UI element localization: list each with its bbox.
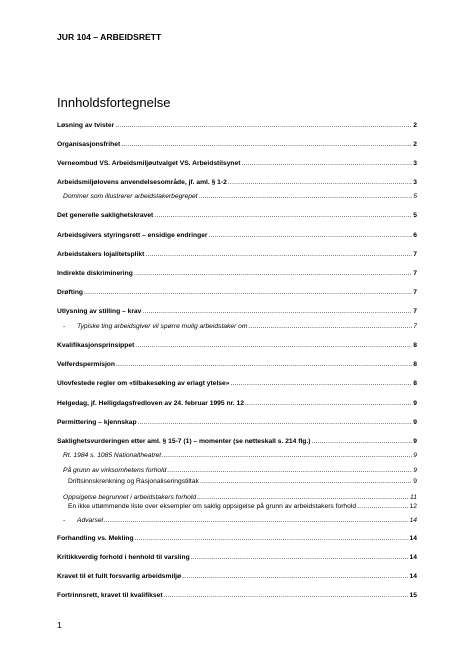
toc-dot-leader xyxy=(145,249,412,261)
toc-entry[interactable] xyxy=(57,268,417,280)
toc-entry[interactable] xyxy=(57,287,417,299)
toc-dot-leader xyxy=(230,378,412,390)
toc-title: Innholdsfortegnelse xyxy=(57,95,171,110)
toc-entry-text: Permittering – kjennskap xyxy=(57,419,137,426)
toc-entry[interactable] xyxy=(57,515,417,527)
toc-entry-label xyxy=(57,378,229,390)
toc-entry-text: Kritikkverdig forhold i henhold til varsling xyxy=(57,554,190,561)
toc-entry-text: Advarsel xyxy=(77,517,104,524)
toc-entry-label xyxy=(57,340,134,352)
toc-entry-page: 3 xyxy=(413,179,417,186)
toc-entry-page: 7 xyxy=(413,308,417,315)
toc-entry-page: 14 xyxy=(409,517,417,524)
toc-entry-text: En ikke uttømmende liste over eksempler om saklig oppsigelse på grunn av arbeidstakers forhold xyxy=(68,503,357,510)
toc-entry-text: Fortrinnsrett, kravet til kvalifikset xyxy=(57,592,163,599)
toc-entry-label xyxy=(57,249,144,261)
toc-entry[interactable] xyxy=(57,417,417,429)
toc-entry-page: 8 xyxy=(413,342,417,349)
toc-entry[interactable] xyxy=(57,158,417,170)
toc-dot-leader xyxy=(154,210,412,222)
toc-entry-text: Typiske ting arbeidsgiver vil spørre mulig arbeidstaker om xyxy=(77,323,248,330)
toc-entry-page: 9 xyxy=(413,478,417,485)
toc-dot-leader xyxy=(116,359,412,371)
toc-entry[interactable] xyxy=(57,398,417,410)
toc-entry-label xyxy=(68,476,199,488)
toc-dot-leader xyxy=(182,571,408,583)
toc-entry-page: 9 xyxy=(413,467,417,474)
toc-entry[interactable] xyxy=(57,501,417,513)
toc-dot-leader xyxy=(191,552,409,564)
toc-entry-label xyxy=(57,306,141,318)
toc-entry[interactable] xyxy=(57,177,417,189)
toc-dot-leader xyxy=(138,417,413,429)
toc-entry-text: Kravet til et fullt forsvarlig arbeidsmiljø xyxy=(57,573,182,580)
toc-entry-page: 7 xyxy=(413,251,417,258)
toc-entry-page: 9 xyxy=(413,452,417,459)
toc-entry-text: På grunn av virksomhetens forhold xyxy=(63,467,167,474)
toc-entry[interactable] xyxy=(57,321,417,333)
toc-entry[interactable] xyxy=(57,139,417,151)
toc-entry-label xyxy=(57,158,240,170)
toc-entry-text: Oppsigelse begrunnet i arbeidstakers forhold xyxy=(63,494,197,501)
toc-entry[interactable] xyxy=(57,359,417,371)
toc-entry[interactable] xyxy=(57,533,417,545)
toc-entry-label xyxy=(57,120,114,132)
toc-entry-text: Løsning av tvister xyxy=(57,122,115,129)
toc-entry[interactable] xyxy=(57,552,417,564)
toc-entry-label xyxy=(63,191,198,203)
toc-dot-leader xyxy=(245,398,412,410)
toc-entry-page: 5 xyxy=(413,212,417,219)
toc-entry[interactable] xyxy=(57,436,417,448)
toc-entry-page: 6 xyxy=(413,232,417,239)
toc-dot-leader xyxy=(241,158,412,170)
toc-dot-leader xyxy=(121,139,412,151)
toc-entry-text: Arbeidsmiljølovens anvendelsesområde, jf. aml. § 1-2 xyxy=(57,179,227,186)
toc-entry-text: Utlysning av stilling – krav xyxy=(57,308,142,315)
toc-entry-page: 7 xyxy=(413,270,417,277)
toc-entry-page: 2 xyxy=(413,122,417,129)
toc-entry-label xyxy=(57,177,227,189)
toc-entry-bullet: - xyxy=(63,517,66,524)
toc-entry-text: Verneombud VS. Arbeidsmiljøutvalget VS. Arbeidstilsynet xyxy=(57,160,241,167)
toc-entry-page: 8 xyxy=(413,361,417,368)
toc-dot-leader xyxy=(248,321,412,333)
toc-entry[interactable] xyxy=(57,191,417,203)
toc-entry-bullet: - xyxy=(63,323,66,330)
toc-entry-text: Dommer som illustrerer arbeidstakerbegrepet xyxy=(63,193,198,200)
toc-entry-page: 7 xyxy=(413,323,417,330)
toc-dot-leader xyxy=(200,476,412,488)
toc-dot-leader xyxy=(164,590,409,602)
toc-entry-page: 5 xyxy=(413,193,417,200)
toc-entry-text: Det generelle saklighetskravet xyxy=(57,212,154,219)
document-header: JUR 104 – ARBEIDSRETT xyxy=(57,32,162,42)
toc-entry-label xyxy=(63,450,161,462)
toc-entry-page: 14 xyxy=(409,573,417,580)
toc-dot-leader xyxy=(228,177,412,189)
toc-entry-page: 9 xyxy=(413,419,417,426)
toc-entry-page: 8 xyxy=(413,380,417,387)
toc-dot-leader xyxy=(104,515,409,527)
toc-entry[interactable] xyxy=(57,306,417,318)
toc-entry-page: 9 xyxy=(413,438,417,445)
toc-entry[interactable] xyxy=(57,120,417,132)
toc-entry[interactable] xyxy=(57,210,417,222)
toc-entry-label xyxy=(57,210,153,222)
toc-entry[interactable] xyxy=(57,571,417,583)
toc-entry-label xyxy=(57,230,208,242)
toc-entry-text: Saklighetsvurderingen etter aml. § 15-7 (1) – momenter (se nøtteskall s. 214 flg.) xyxy=(57,438,311,445)
toc-entry-text: Drøfting xyxy=(57,289,83,296)
toc-entry-page: 2 xyxy=(413,141,417,148)
toc-entry[interactable] xyxy=(57,230,417,242)
toc-entry[interactable] xyxy=(57,476,417,488)
toc-dot-leader xyxy=(311,436,412,448)
toc-entry-label xyxy=(57,533,134,545)
toc-entry-label xyxy=(57,359,115,371)
toc-entry[interactable] xyxy=(57,450,417,462)
toc-entry-text: Indirekte diskriminering xyxy=(57,270,133,277)
toc-entry-text: Helgedag, jf. Helligdagsfredloven av 24. februar 1995 nr. 12 xyxy=(57,400,244,407)
toc-entry-label xyxy=(63,321,247,333)
toc-entry[interactable] xyxy=(57,249,417,261)
toc-entry-text: Forhandling vs. Mekling xyxy=(57,535,134,542)
toc-entry[interactable] xyxy=(57,590,417,602)
toc-dot-leader xyxy=(142,306,412,318)
toc-dot-leader xyxy=(115,120,412,132)
toc-entry-text: Arbeidstakers lojalitetsplikt xyxy=(57,251,145,258)
toc-entry-label xyxy=(68,501,356,513)
toc-entry-text: Rt. 1984 s. 1085 Nationaltheatret xyxy=(63,452,162,459)
toc-entry-page: 3 xyxy=(413,160,417,167)
toc-entry-page: 14 xyxy=(409,554,417,561)
toc-entry-page: 11 xyxy=(410,494,417,501)
toc-entry-page: 7 xyxy=(413,289,417,296)
toc-entry-label xyxy=(63,515,103,527)
toc-entry-label xyxy=(57,139,120,151)
toc-dot-leader xyxy=(135,533,409,545)
toc-dot-leader xyxy=(84,287,412,299)
toc-dot-leader xyxy=(134,268,412,280)
toc-entry-text: Velferdspermisjon xyxy=(57,361,115,368)
toc-entry-label xyxy=(57,436,310,448)
toc-entry-page: 14 xyxy=(409,535,417,542)
toc-entry[interactable] xyxy=(57,340,417,352)
toc-dot-leader xyxy=(162,450,412,462)
toc-entry-text: Kvalifikasjonsprinsippet xyxy=(57,342,135,349)
toc-entry-text: Ulovfestede regler om «tilbakesøking av erlagt ytelse» xyxy=(57,380,230,387)
toc-entry-text: Arbeidsgivers styringsrett – ensidige endringer xyxy=(57,232,208,239)
toc-entry-label xyxy=(57,571,181,583)
toc-entry-label xyxy=(57,417,137,429)
toc-dot-leader xyxy=(135,340,412,352)
toc-dot-leader xyxy=(357,501,408,513)
toc-dot-leader xyxy=(209,230,413,242)
toc-entry-page: 12 xyxy=(409,503,417,510)
toc-entry-page: 15 xyxy=(409,592,417,599)
toc-entry-label xyxy=(57,590,163,602)
toc-entry-page: 9 xyxy=(413,400,417,407)
toc-entry-text: Organisasjonsfrihet xyxy=(57,141,121,148)
toc-entry-label xyxy=(57,552,190,564)
page-number: 1 xyxy=(57,620,62,630)
toc-entry-label xyxy=(57,268,133,280)
toc-entry-text: Driftsinnskrenkning og Rasjonaliseringstiltak xyxy=(68,478,199,485)
toc-entry-label xyxy=(57,287,83,299)
toc-entry-label xyxy=(57,398,244,410)
toc-dot-leader xyxy=(199,191,413,203)
toc-entry[interactable] xyxy=(57,378,417,390)
